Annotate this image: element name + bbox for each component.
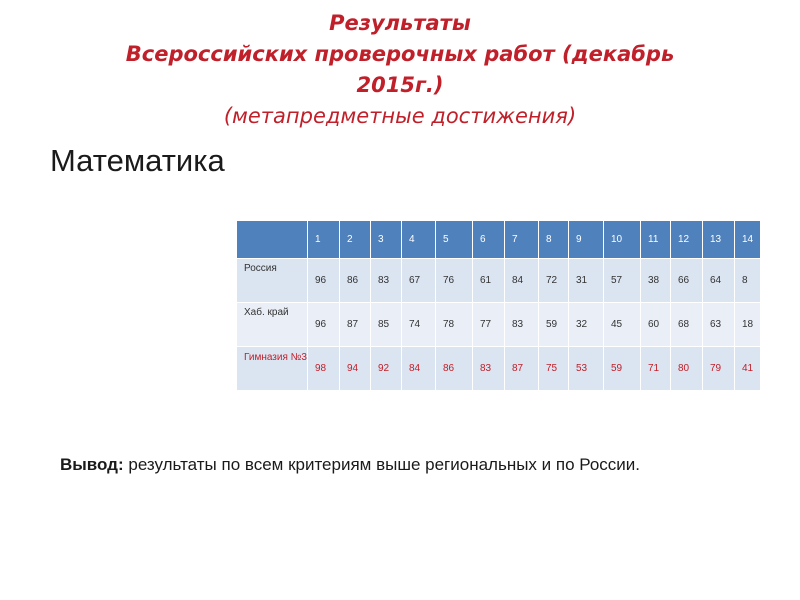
table-cell: 61 <box>473 259 505 303</box>
table-cell: 71 <box>641 347 671 391</box>
header-criterion: 9 <box>569 221 604 259</box>
table-cell: 64 <box>703 259 735 303</box>
table-cell: 31 <box>569 259 604 303</box>
results-table <box>236 220 761 391</box>
table-cell: 45 <box>604 303 641 347</box>
header-criterion: 11 <box>641 221 671 259</box>
table-cell: 74 <box>402 303 436 347</box>
table-cell: 87 <box>505 347 539 391</box>
conclusion-text <box>60 452 750 477</box>
header-corner <box>237 221 308 259</box>
table-cell: 68 <box>671 303 703 347</box>
table-cell: 32 <box>569 303 604 347</box>
table-cell: 84 <box>402 347 436 391</box>
table-cell: 83 <box>505 303 539 347</box>
table-cell: 96 <box>308 259 340 303</box>
row-label: Хаб. край <box>237 303 308 347</box>
table-cell: 85 <box>371 303 402 347</box>
table-cell: 63 <box>703 303 735 347</box>
header-criterion: 3 <box>371 221 402 259</box>
table-cell: 41 <box>735 347 761 391</box>
header-criterion: 5 <box>436 221 473 259</box>
header-criterion: 14 <box>735 221 761 259</box>
table-cell: 53 <box>569 347 604 391</box>
table-cell: 38 <box>641 259 671 303</box>
table-cell: 86 <box>436 347 473 391</box>
title-line-2: Всероссийских проверочных работ (декабрь <box>125 42 675 66</box>
table-cell: 92 <box>371 347 402 391</box>
table-cell: 57 <box>604 259 641 303</box>
table-cell: 83 <box>371 259 402 303</box>
table-cell: 84 <box>505 259 539 303</box>
table-cell: 18 <box>735 303 761 347</box>
row-label: Россия <box>237 259 308 303</box>
table-cell: 60 <box>641 303 671 347</box>
header-criterion: 1 <box>308 221 340 259</box>
title-line-3: 2015г.) <box>356 73 444 97</box>
table-cell: 80 <box>671 347 703 391</box>
table-cell: 96 <box>308 303 340 347</box>
subject-heading: Математика <box>50 143 225 178</box>
title-subtitle: (метапредметные достижения) <box>223 104 577 128</box>
table-cell: 94 <box>340 347 371 391</box>
table-cell: 87 <box>340 303 371 347</box>
table-cell: 83 <box>473 347 505 391</box>
slide-title <box>60 8 740 132</box>
table-cell: 59 <box>539 303 569 347</box>
row-label: Гимназия №3 <box>237 347 308 391</box>
table-cell: 79 <box>703 347 735 391</box>
table-row-khabarovsk <box>237 303 761 347</box>
header-criterion: 7 <box>505 221 539 259</box>
table-cell: 66 <box>671 259 703 303</box>
table-cell: 75 <box>539 347 569 391</box>
table-cell: 86 <box>340 259 371 303</box>
table-row-gymnasium <box>237 347 761 391</box>
table-cell: 72 <box>539 259 569 303</box>
table-cell: 78 <box>436 303 473 347</box>
header-criterion: 8 <box>539 221 569 259</box>
conclusion-label: Вывод: <box>60 455 124 474</box>
table-cell: 59 <box>604 347 641 391</box>
header-criterion: 4 <box>402 221 436 259</box>
table-cell: 98 <box>308 347 340 391</box>
header-criterion: 6 <box>473 221 505 259</box>
header-criterion: 2 <box>340 221 371 259</box>
header-criterion: 10 <box>604 221 641 259</box>
table-cell: 77 <box>473 303 505 347</box>
conclusion-body: результаты по всем критериям выше региональных и по России. <box>123 455 641 474</box>
table-row-russia <box>237 259 761 303</box>
table-cell: 67 <box>402 259 436 303</box>
header-criterion: 13 <box>703 221 735 259</box>
table-cell: 8 <box>735 259 761 303</box>
header-criterion: 12 <box>671 221 703 259</box>
table-cell: 76 <box>436 259 473 303</box>
table-header-row <box>237 221 761 259</box>
title-line-1: Результаты <box>329 11 471 35</box>
